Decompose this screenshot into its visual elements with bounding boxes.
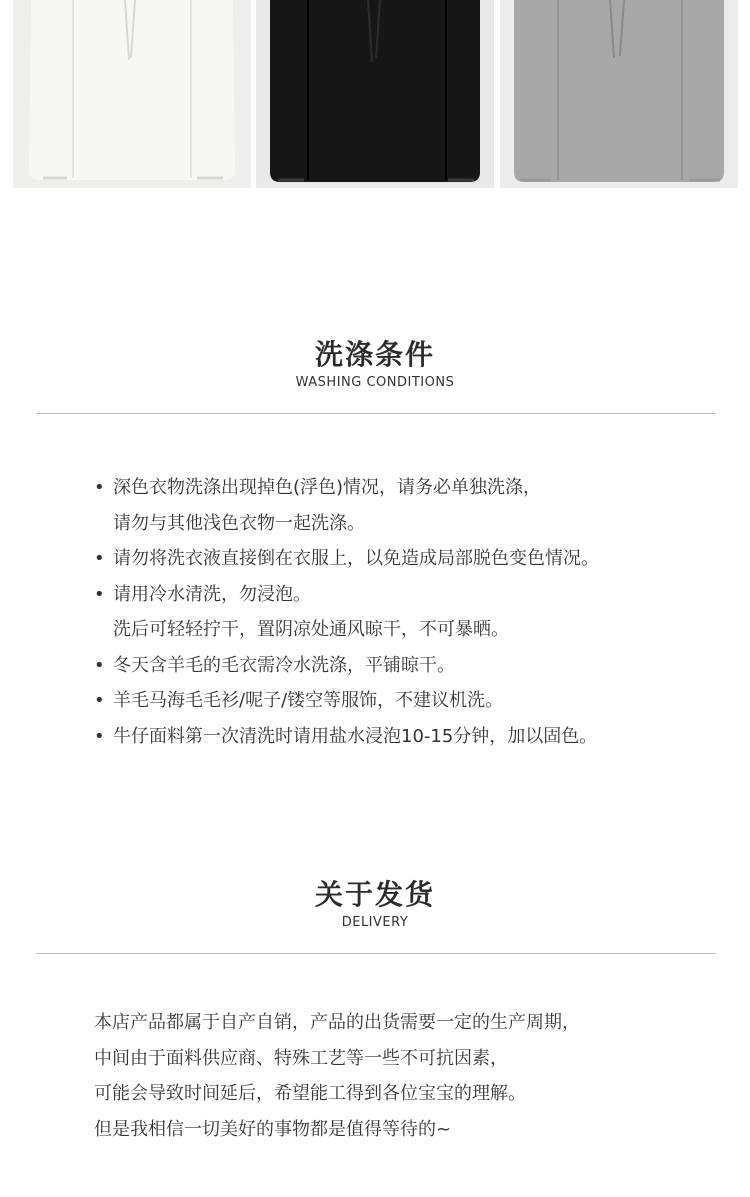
list-item — [94, 470, 714, 541]
bullet: • — [94, 548, 105, 569]
list-item-line: 牛仔面料第一次清洗时请用盐水浸泡10-15分钟，加以固色。 — [113, 725, 598, 747]
list-item-line: 请用冷水清洗，勿浸泡。 — [113, 583, 311, 605]
swatch-grey-top[interactable] — [500, 0, 738, 188]
bullet: • — [94, 583, 105, 605]
swatch-white-top[interactable] — [13, 0, 251, 188]
delivery-line: 可能会导致时间延后，希望能工得到各位宝宝的理解。 — [94, 1083, 526, 1104]
white-top-image — [13, 0, 251, 188]
list-item — [94, 577, 714, 648]
bullet: • — [94, 690, 105, 711]
delivery-divider — [36, 953, 716, 954]
grey-top-image — [500, 0, 738, 188]
washing-divider — [36, 413, 716, 414]
washing-section-title: 洗涤条件 — [314, 338, 435, 371]
washing-instructions-list — [94, 470, 714, 754]
list-item-line: 请勿与其他浅色衣物一起洗涤。 — [113, 512, 365, 534]
list-item-line: 请勿将洗衣液直接倒在衣服上，以免造成局部脱色变色情况。 — [113, 548, 599, 569]
delivery-section-title: 关于发货 — [314, 878, 435, 911]
delivery-section-subtitle: DELIVERY — [341, 915, 409, 930]
list-item-line: 冬天含羊毛的毛衣需冷水洗涤，平铺晾干。 — [113, 654, 455, 676]
list-item — [94, 683, 714, 719]
delivery-line: 本店产品都属于自产自销，产品的出货需要一定的生产周期， — [94, 1012, 580, 1033]
delivery-paragraph — [94, 1005, 734, 1147]
color-swatch-row — [0, 0, 750, 190]
list-item-line: 洗后可轻轻拧干，置阴凉处通风晾干，不可暴晒。 — [113, 619, 509, 640]
bullet: • — [94, 654, 105, 676]
swatch-black-top[interactable] — [256, 0, 494, 188]
list-item — [94, 648, 714, 684]
bullet: • — [94, 477, 105, 498]
list-item — [94, 541, 714, 577]
delivery-line: 但是我相信一切美好的事物都是值得等待的~ — [94, 1118, 452, 1140]
list-item-line: 深色衣物洗涤出现掉色(浮色)情况，请务必单独洗涤， — [113, 477, 542, 498]
bullet: • — [94, 725, 105, 747]
washing-section-subtitle: WASHING CONDITIONS — [295, 375, 455, 390]
list-item — [94, 719, 714, 755]
list-item-line: 羊毛马海毛毛衫/呢子/镂空等服饰，不建议机洗。 — [113, 690, 504, 711]
delivery-line: 中间由于面料供应商、特殊工艺等一些不可抗因素， — [94, 1047, 508, 1069]
black-top-image — [256, 0, 494, 188]
